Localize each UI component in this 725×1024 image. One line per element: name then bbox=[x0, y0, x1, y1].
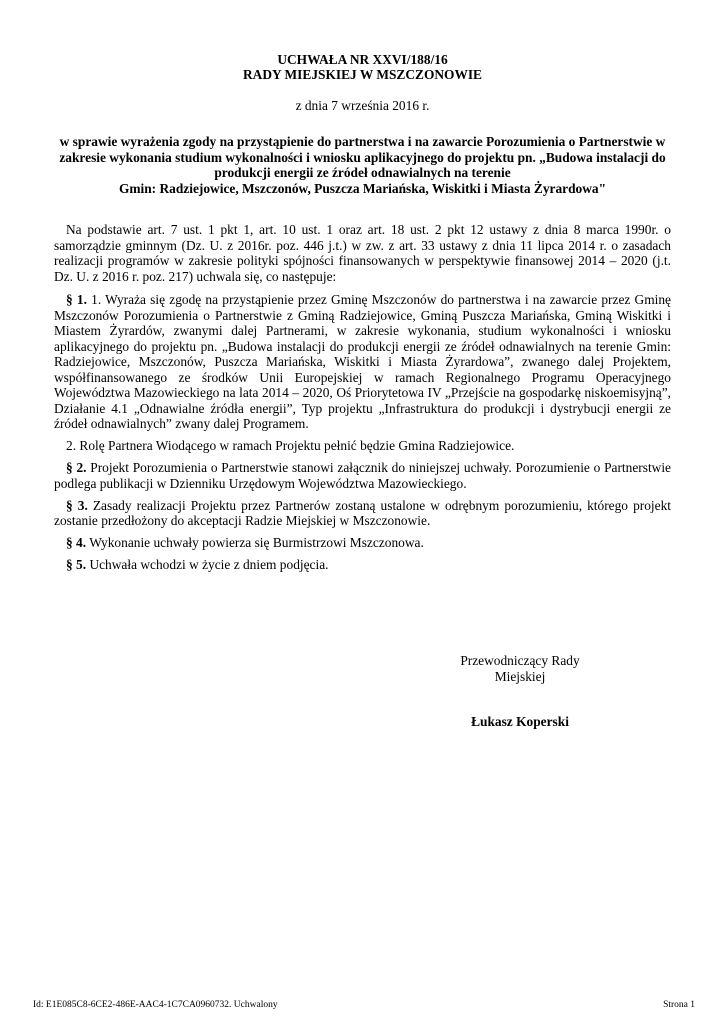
resolution-body bbox=[54, 222, 671, 579]
section-4-paragraph bbox=[54, 535, 671, 551]
section-mark: § 2. bbox=[66, 460, 87, 475]
section-3-paragraph bbox=[54, 498, 671, 529]
section-text: 1. Wyraża się zgodę na przystąpienie przez Gminę Mszczonów do partnerstwa i na zawarcie przez Gminę Mszczonów Porozumienia o Partnerstwie z Gminą Radziejowice, Gminą Puszcza Mariańska, Gminą Wiskitki i Miastem Żyrardów, zwanymi dalej Partnerami, w zakresie wykonania, studium wykonalności i wniosku aplikacyjnego do projektu pn. „Budowa instalacji do produkcji energii ze źródeł odnawialnych na terenie Gmin: Radziejowice, Mszczonów, Puszcza Mariańska, Wiskitki i Miasta Żyrardowa”, zwanego dalej Projektem, współfinansowanego ze środków Unii Europejskiej w ramach Regionalnego Programu Operacyjnego Województwa Mazowieckiego na lata 2014 – 2020, Oś Priorytetowa IV „Przejście na gospodarkę niskoemisyjną”, Działanie 4.1 „Odnawialne źródła energii”, Typ projektu „Infrastruktura do produkcji i dystrybucji energii ze źródeł odnawialnych” zwany dalej Programem. bbox=[54, 292, 671, 431]
subject-line: zakresie wykonania studium wykonalności i wniosku aplikacyjnego do projektu pn. „Budowa instalacji do bbox=[59, 149, 666, 165]
section-mark: § 4. bbox=[66, 535, 87, 550]
section-2-paragraph bbox=[54, 460, 671, 491]
subject-line: Gmin: Radziejowice, Mszczonów, Puszcza Mariańska, Wiskitki i Miasta Żyrardowa" bbox=[118, 180, 607, 196]
signatory-title-line: Przewodniczący Rady bbox=[460, 653, 580, 668]
section-1-point-2: 2. Rolę Partnera Wiodącego w ramach Projektu pełnić będzie Gmina Radziejowice. bbox=[66, 438, 515, 453]
resolution-header bbox=[0, 52, 725, 82]
page-number: Strona 1 bbox=[663, 1000, 695, 1010]
section-mark: § 1. bbox=[66, 292, 87, 307]
section-text: Zasady realizacji Projektu przez Partnerów zostaną ustalone w odrębnym porozumieniu, którego projekt zostanie przedłożony do akceptacji Radzie Miejskiej w Mszczonowie. bbox=[54, 497, 671, 528]
page-footer bbox=[33, 1000, 695, 1011]
section-text: Uchwała wchodzi w życie z dniem podjęcia. bbox=[86, 557, 329, 572]
section-mark: § 3. bbox=[66, 497, 88, 513]
section-mark: § 5. bbox=[66, 557, 87, 572]
legal-basis-paragraph: Na podstawie art. 7 ust. 1 pkt 1, art. 10 ust. 1 oraz art. 18 ust. 2 pkt 12 ustawy z dnia 8 marca 1990r. o samorządzie gminnym (Dz. U. z 2016r. poz. 446 j.t.) w zw. z art. 33 ustawy z dnia 11 lipca 2014 r. o zasadach realizacji programów w zakresie polityki spójności finansowanych w perspektywie finansowej 2014 – 2020 (j.t. Dz. U. z 2016 r. poz. 217) uchwala się, co następuje: bbox=[54, 222, 671, 284]
signatory-title-line: Miejskiej bbox=[494, 668, 546, 684]
subject-line: w sprawie wyrażenia zgody na przystąpienie do partnerstwa i na zawarcie Porozumienia o Partnerstwie w bbox=[59, 134, 666, 149]
document-id: Id: E1E085C8-6CE2-486E-AAC4-1C7CA0960732. Uchwalony bbox=[33, 1000, 278, 1010]
resolution-number: UCHWAŁA NR XXVI/188/16 bbox=[277, 52, 448, 67]
resolution-subject bbox=[54, 134, 671, 196]
section-5-paragraph bbox=[54, 557, 671, 573]
council-name: RADY MIEJSKIEJ W MSZCZONOWIE bbox=[243, 67, 482, 82]
resolution-date: z dnia 7 września 2016 r. bbox=[295, 98, 430, 113]
signatory-name: Łukasz Koperski bbox=[471, 714, 569, 729]
subject-line: produkcji energii ze źródeł odnawialnych na terenie bbox=[214, 165, 511, 180]
section-text: Wykonanie uchwały powierza się Burmistrzowi Mszczonowa. bbox=[86, 535, 424, 550]
signatory-title bbox=[440, 653, 600, 684]
section-text: Projekt Porozumienia o Partnerstwie stanowi załącznik do niniejszej uchwały. Porozumienie o Partnerstwie podlega publikacji w Dzienniku Urzędowym Województwa Mazowieckiego. bbox=[54, 460, 671, 491]
section-1-paragraph bbox=[54, 292, 671, 432]
